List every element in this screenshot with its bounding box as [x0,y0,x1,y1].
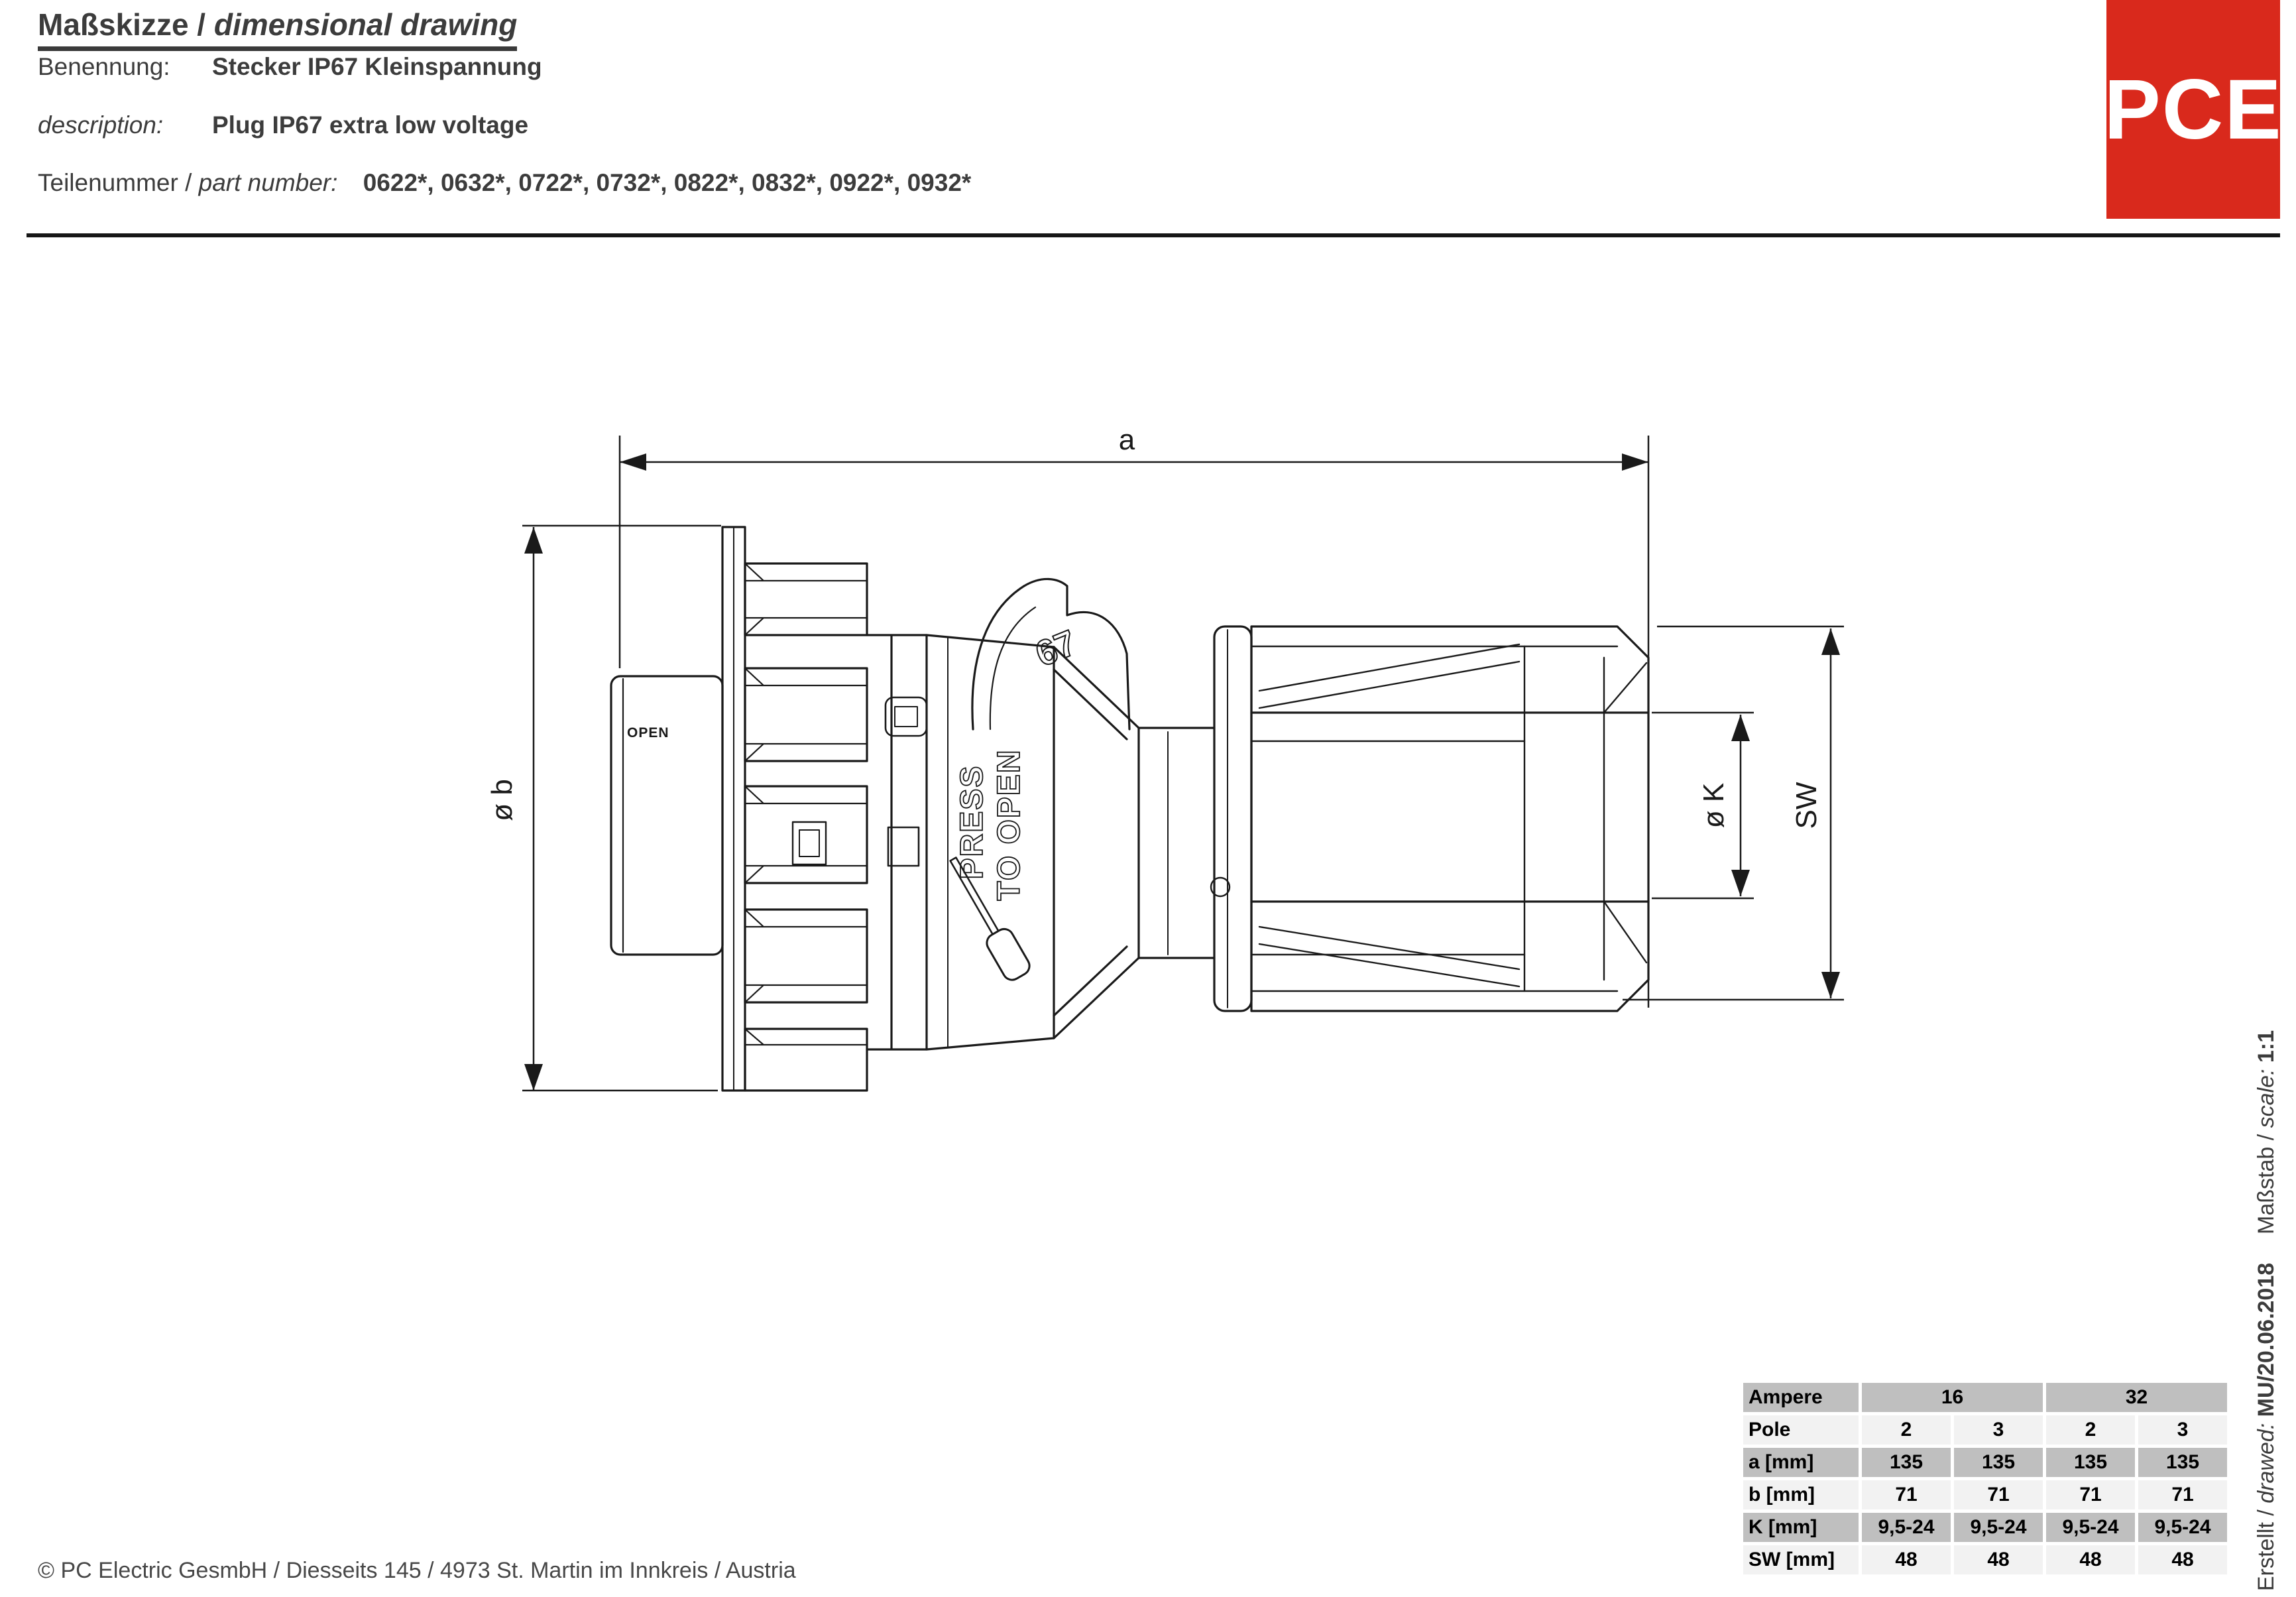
dim-b-label: ø b [486,779,518,821]
table-cell: 48 [1862,1545,1951,1574]
table-row-ampere [1743,1383,2227,1412]
drawn-label-en: drawed: [2254,1423,2279,1504]
gland-open-label: OPEN [627,725,669,740]
cable-gland [611,676,722,955]
dimension-lines [522,436,1844,1091]
plug-outline [611,527,1648,1091]
table-cell: 135 [2138,1448,2227,1477]
table-cell: 3 [1954,1415,2043,1445]
contact-sleeve [1211,626,1648,1011]
drawn-label-de: Erstellt / [2254,1503,2279,1591]
press-label-line2: TO OPEN [992,748,1027,901]
table-row-a [1743,1448,2227,1477]
row-label: Pole [1743,1415,1859,1445]
drawn-value: MU/20.06.2018 [2254,1262,2279,1417]
table-cell: 2 [2046,1415,2135,1445]
grip-ribs [745,563,867,1091]
row-label: K [mm] [1743,1513,1859,1542]
table-cell: 9,5-24 [1954,1513,2043,1542]
table-cell: 135 [1954,1448,2043,1477]
table-cell: 48 [2138,1545,2227,1574]
table-cell: 48 [1954,1545,2043,1574]
table-cell: 9,5-24 [2046,1513,2135,1542]
part-number-value: 0622*, 0632*, 0722*, 0732*, 0822*, 0832*, 0922*, 0932* [363,169,972,196]
part-number-label-en: part number: [198,169,338,196]
benennung-label: Benennung: [38,53,170,80]
table-cell: 48 [2046,1545,2135,1574]
table-cell: 9,5-24 [2138,1513,2227,1542]
drawn-by-vertical-text [2254,1263,2279,1591]
row-label: b [mm] [1743,1480,1859,1509]
page-title-en: dimensional drawing [205,7,518,42]
part-number-label-de: Teilenummer / [38,169,199,196]
table-cell: 135 [2046,1448,2135,1477]
dim-sw-label: SW [1790,782,1823,829]
dim-a-label: a [1118,424,1135,456]
table-row-sw [1743,1545,2227,1574]
table-cell: 9,5-24 [1862,1513,1951,1542]
description-label: description: [38,111,164,139]
dim-k-label: ø K [1697,782,1730,829]
page-title-de: Maßskizze / [38,7,206,42]
scale-value: 1:1 [2254,1030,2279,1063]
ip67-badge-label: 67 [1030,622,1082,675]
scale-vertical-text [2254,1030,2279,1234]
table-cell: 3 [2138,1415,2227,1445]
row-label: Ampere [1743,1383,1859,1412]
table-cell: 71 [2046,1480,2135,1509]
scale-label-de: Maßstab / [2254,1128,2279,1234]
table-cell: 135 [1862,1448,1951,1477]
table-row-b [1743,1480,2227,1509]
table-row-k [1743,1513,2227,1542]
table-cell: 71 [2138,1480,2227,1509]
footer-copyright: © PC Electric GesmbH / Diesseits 145 / 4973 St. Martin im Innkreis / Austria [38,1558,796,1583]
benennung-value: Stecker IP67 Kleinspannung [212,53,542,80]
drawing-labels [486,424,1823,901]
row-label: a [mm] [1743,1448,1859,1477]
table-cell: 32 [2046,1383,2227,1412]
description-value: Plug IP67 extra low voltage [212,111,529,139]
table-cell: 2 [1862,1415,1951,1445]
row-label: SW [mm] [1743,1545,1859,1574]
table-row-pole [1743,1415,2227,1445]
table-cell: 16 [1862,1383,2043,1412]
scale-label-en: scale: [2254,1069,2279,1128]
table-cell: 71 [1954,1480,2043,1509]
table-cell: 71 [1862,1480,1951,1509]
flange-plate [722,527,745,1091]
pce-logo-text: PCE [2104,62,2283,157]
body-neck [867,635,927,1049]
press-label-line1: PRESS [954,764,990,880]
dimensions-table [1740,1380,2230,1578]
